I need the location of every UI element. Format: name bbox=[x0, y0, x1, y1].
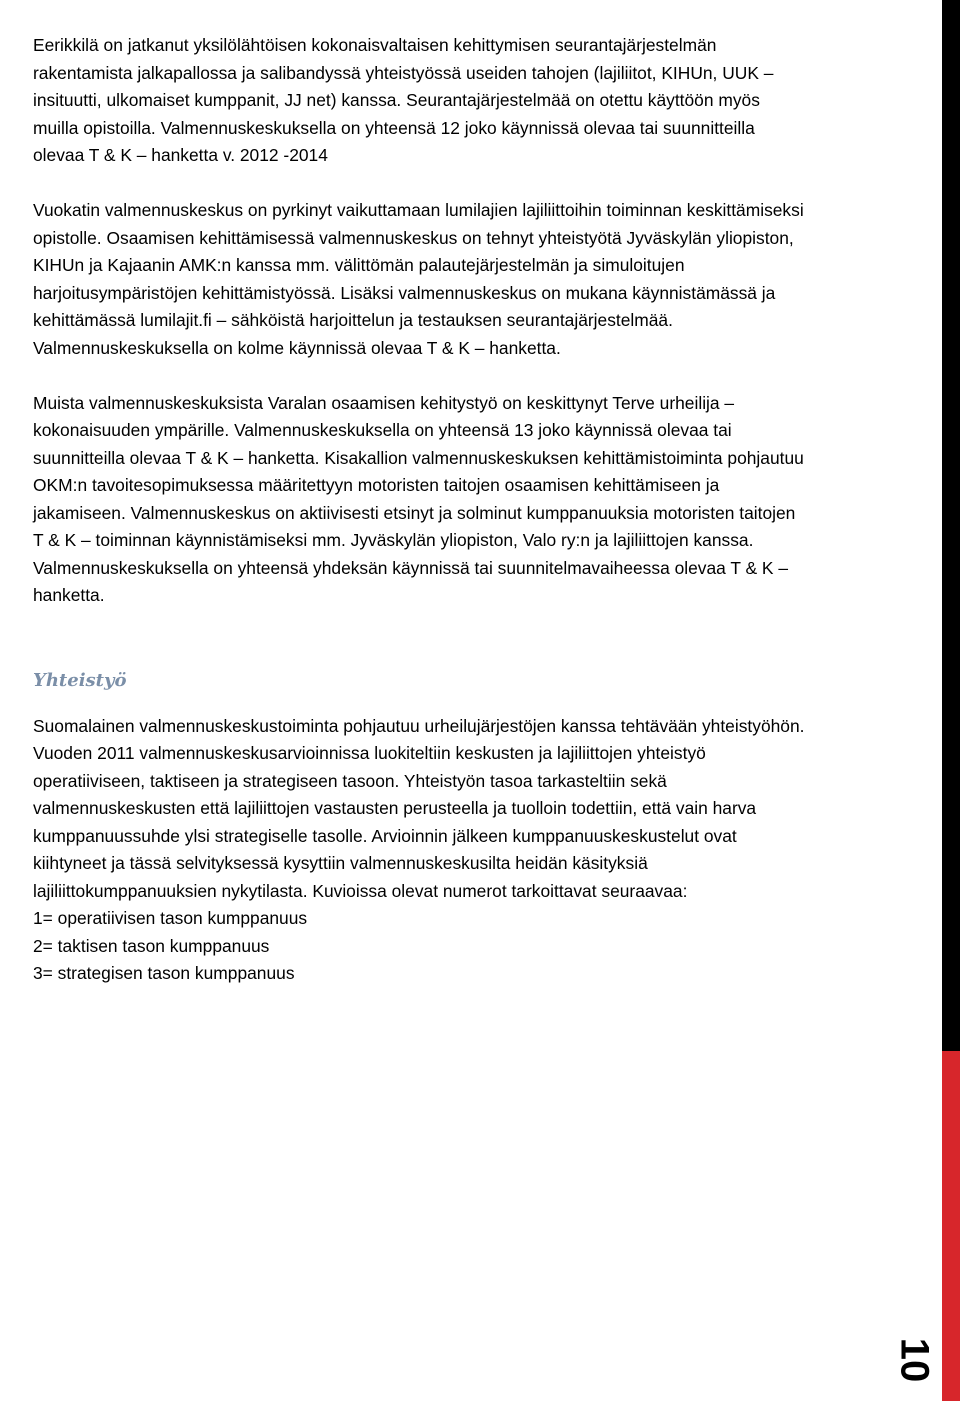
document-body bbox=[33, 32, 903, 988]
section-spacer bbox=[33, 696, 903, 713]
side-bar-red-segment bbox=[942, 1051, 960, 1401]
section-heading-yhteistyo: Yhteistyö bbox=[33, 669, 127, 691]
legend-item-1: 1= operatiivisen tason kumppanuus bbox=[33, 908, 308, 928]
paragraph-vuokatti: Vuokatin valmennuskeskus on pyrkinyt vaikuttamaan lumilajien lajiliittoihin toiminnan keskittämiseksi opistolle. Osaamisen kehittämisessä valmennuskeskus on tehnyt yhteistyötä Jyväskylän yliopiston, KIHUn ja Kajaanin AMK:n kanssa mm. välittömän palautejärjestelmän ja simuloitujen harjoitusympäristöjen kehittämistyössä. Lisäksi valmennuskeskus on mukana käynnistämässä ja kehittämässä lumilajit.fi – sähköistä harjoittelun ja testauksen seurantajärjestelmää. Valmennuskeskuksella on kolme käynnissä olevaa T & K – hanketta. bbox=[33, 200, 804, 358]
side-bar bbox=[942, 0, 960, 1401]
paragraph-yhteistyo: Suomalainen valmennuskeskustoiminta pohjautuu urheilujärjestöjen kanssa tehtävään yhteistyöhön. Vuoden 2011 valmennuskeskusarvioinnissa luokiteltiin keskusten ja lajiliittojen yhteistyö operatiiviseen, taktiseen ja strategiseen tasoon. Yhteistyön tasoa tarkasteltiin sekä valmennuskeskusten että lajiliittojen vastausten perusteella ja tuolloin todettiin, että vain harva kumppanuussuhde ylsi strategiselle tasolle. Arvioinnin jälkeen kumppanuuskeskustelut ovat kiihtyneet ja tässä selvityksessä kysyttiin valmennuskeskusilta heidän käsityksiä lajiliittokumppanuuksien nykytilasta. Kuvioissa olevat numerot tarkoittavat seuraavaa: bbox=[33, 715, 805, 901]
legend-item-2: 2= taktisen tason kumppanuus bbox=[33, 935, 270, 956]
paragraph-spacer bbox=[33, 362, 903, 390]
paragraph-eerikkila: Eerikkilä on jatkanut yksilölähtöisen kokonaisvaltaisen kehittymisen seurantajärjestelmän rakentamista jalkapallossa ja salibandyssä yhteistyössä useiden tahojen (lajiliitot, KIHUn, UUK – insituutti, ulkomaiset kumppanit, JJ net) kanssa. Seurantajärjestelmää on otettu käyttöön myös muilla opistoilla. Valmennuskeskuksella on yhteensä 12 joko käynnissä olevaa tai suunnitteilla olevaa T & K – hanketta v. 2012 -2014 bbox=[33, 35, 774, 165]
section-spacer bbox=[33, 610, 903, 665]
paragraph-varala-kisakallio: Muista valmennuskeskuksista Varalan osaamisen kehitystyö on keskittynyt Terve urheilija – kokonaisuuden ympärille. Valmennuskeskuksella on yhteensä 13 joko käynnissä olevaa tai suunnitteilla olevaa T & K – hanketta. Kisakallion valmennuskeskuksen kehittämistoiminta pohjautuu OKM:n tavoitesopimuksessa määritettyyn motoristen taitojen osaamisen kehittämiseen ja jakamiseen. Valmennuskeskus on aktiivisesti etsinyt ja solminut kumppanuuksia motoristen taitojen T & K – toiminnan käynnistämiseksi mm. Jyväskylän yliopiston, Valo ry:n ja lajiliittojen kanssa. Valmennuskeskuksella on yhteensä yhdeksän käynnissä tai suunnitelmavaiheessa olevaa T & K – hanketta. bbox=[33, 392, 804, 605]
legend-item-3: 3= strategisen tason kumppanuus bbox=[33, 963, 295, 983]
page-number-label: 10 bbox=[892, 1337, 936, 1383]
side-bar-black-segment bbox=[942, 0, 960, 1051]
page-number bbox=[886, 1315, 942, 1405]
paragraph-spacer bbox=[33, 170, 903, 198]
